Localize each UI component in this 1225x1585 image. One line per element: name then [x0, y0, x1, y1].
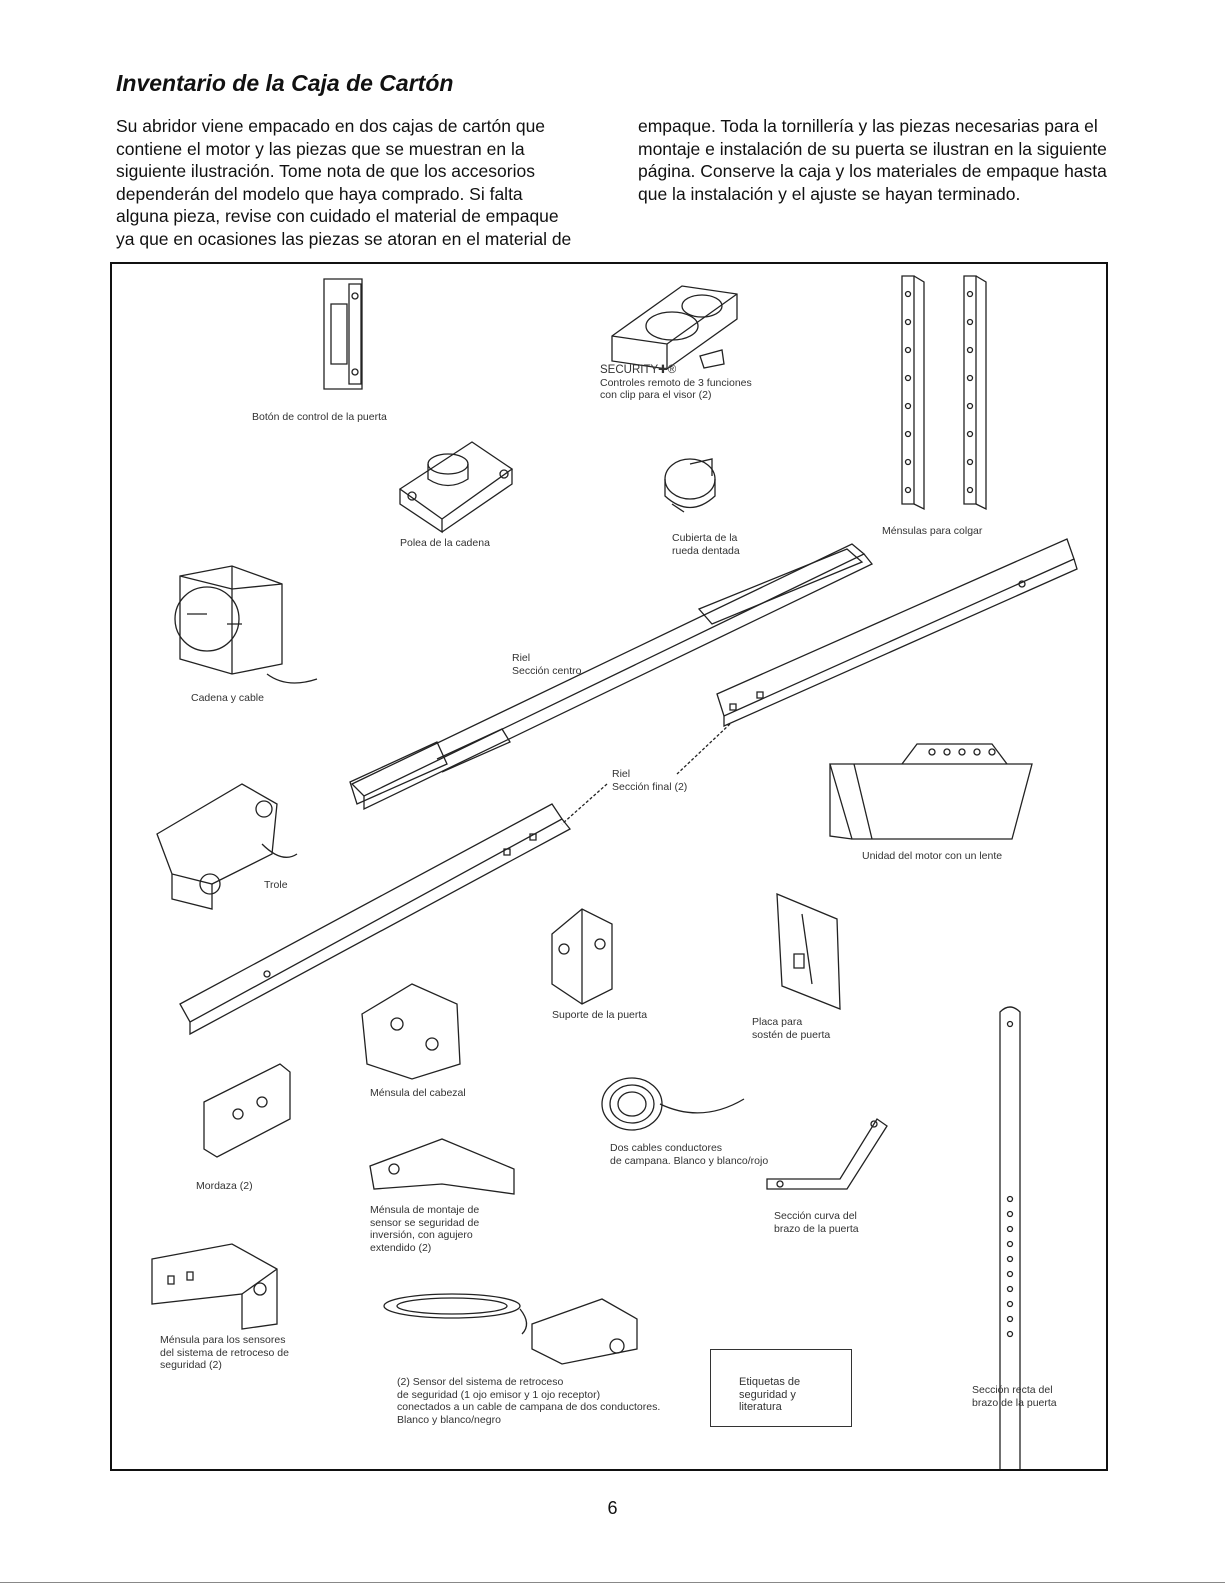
- bottom-rule: [0, 1582, 1225, 1583]
- label-rail-center: Riel Sección centro: [512, 652, 582, 677]
- label-chain-and-cable: Cadena y cable: [191, 692, 264, 704]
- remote-control-drawing: [612, 286, 737, 369]
- intro-text-right: empaque. Toda la tornillería y las piezas necesarias para el montaje e instalación de su puerta se ilustran en la siguiente página. Conserve la caja y los materiales de empaque hasta que la instalación y el ajuste se hayan terminado.: [638, 116, 1107, 204]
- label-sensor-mount-bracket: Ménsula de montaje de sensor se seguridad de inversión, con agujero extendido (2): [370, 1204, 480, 1254]
- parts-illustration: [112, 264, 1106, 1469]
- label-sprocket-cover: Cubierta de la rueda dentada: [672, 532, 740, 557]
- rail-center-drawing: [350, 544, 872, 809]
- label-safety-sensor: (2) Sensor del sistema de retroceso de seguridad (1 ojo emisor y 1 ojo receptor) conectados a un cable de campana de dos conductores. Blanco y blanco/negro: [397, 1376, 661, 1426]
- label-motor-unit: Unidad del motor con un lente: [862, 850, 1003, 862]
- page-title: Inventario de la Caja de Cartón: [116, 70, 454, 96]
- door-control-button-drawing: [324, 279, 362, 389]
- label-clamp: Mordaza (2): [196, 1180, 253, 1192]
- label-safety-labels-literature: Etiquetas de seguridad y literatura: [739, 1376, 801, 1413]
- hanging-brackets-drawing: [902, 276, 986, 509]
- label-remote-control: SECURITY✚® Controles remoto de 3 funciones con clip para el visor (2): [600, 364, 752, 401]
- label-door-control-button: Botón de control de la puerta: [252, 411, 387, 423]
- door-bracket-drawing: [552, 909, 612, 1004]
- chain-and-cable-drawing: [175, 566, 317, 683]
- header-bracket-drawing: [362, 984, 460, 1079]
- sprocket-cover-drawing: [665, 459, 715, 512]
- motor-unit-drawing: [830, 744, 1032, 839]
- safety-sensor-bracket-drawing: [152, 1244, 277, 1329]
- bell-wire-drawing: [602, 1078, 744, 1130]
- label-straight-door-arm: Sección recta del brazo de la puerta: [972, 1384, 1057, 1409]
- chain-pulley-drawing: [400, 442, 512, 532]
- curved-door-arm-drawing: [767, 1119, 887, 1189]
- label-hanging-brackets: Ménsulas para colgar: [882, 525, 983, 537]
- sensor-mount-bracket-drawing: [370, 1139, 514, 1194]
- intro-text-left: Su abridor viene empacado en dos cajas de cartón que contiene el motor y las piezas que se muestran en la siguiente ilustración. Tome nota de que los accesorios dependerán del modelo que haya comprado. Si falta alguna pieza, revise con cuidado el material de empaque ya que en ocasiones las piezas se atoran en el material de: [116, 116, 572, 249]
- door-plate-drawing: [777, 894, 840, 1009]
- label-door-bracket: Suporte de la puerta: [552, 1009, 648, 1021]
- label-header-bracket: Ménsula del cabezal: [370, 1087, 466, 1099]
- safety-labels-literature-box: [710, 1349, 852, 1427]
- label-chain-pulley: Polea de la cadena: [400, 537, 490, 549]
- label-trolley: Trole: [264, 879, 288, 891]
- safety-sensor-drawing: [384, 1294, 637, 1364]
- parts-illustration-frame: [110, 262, 1108, 1471]
- label-door-plate: Placa para sostén de puerta: [752, 1016, 831, 1041]
- page-number: 6: [607, 1498, 618, 1518]
- label-curved-door-arm: Sección curva del brazo de la puerta: [774, 1210, 859, 1235]
- clamp-drawing: [204, 1064, 290, 1157]
- label-rail-end: Riel Sección final (2): [612, 768, 688, 793]
- label-safety-sensor-bracket: Ménsula para los sensores del sistema de retroceso de seguridad (2): [160, 1334, 289, 1371]
- label-bell-wire: Dos cables conductores de campana. Blanco y blanco/rojo: [610, 1142, 769, 1167]
